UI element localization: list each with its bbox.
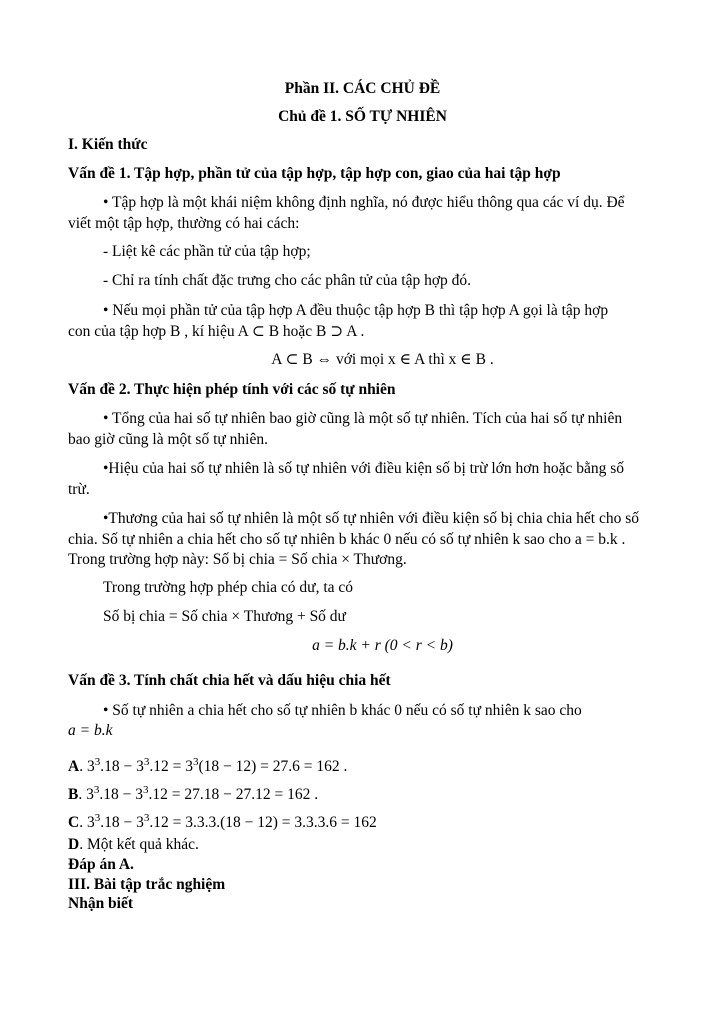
option-b [68, 785, 659, 805]
issue3-paragraph1-line2: a = b.k [68, 722, 113, 739]
option-d-text: . Một kết quả khác. [79, 836, 199, 853]
topic-title: Chủ đề 1. SỐ TỰ NHIÊN [278, 108, 447, 125]
option-a [68, 757, 659, 777]
section-heading-quiz: III. Bài tập trắc nghiệm [68, 876, 226, 893]
issue1-paragraph2-line2: con của tập hợp B , kí hiệu A ⊂ B hoặc B ⊃ A . [68, 323, 365, 340]
option-a-mid1: .18 − 3 [100, 758, 144, 775]
option-d-label: D [68, 836, 80, 853]
issue1-paragraph1-line1: • Tập hợp là một khái niệm không định nghĩa, nó được hiểu thông qua các ví dụ. Để [103, 194, 625, 211]
option-c-mid1: .18 − 3 [100, 814, 144, 831]
option-a-mid2: .12 = 3 [149, 758, 193, 775]
option-b-label: B [68, 786, 79, 803]
issue2-paragraph4: Trong trường hợp phép chia có dư, ta có [103, 579, 354, 596]
issue2-paragraph3-line3: Trong trường hợp này: Số bị chia = Số chia × Thương. [68, 551, 407, 568]
option-a-exp2: 3 [143, 756, 150, 768]
issue2-paragraph2-line1: •Hiệu của hai số tự nhiên là số tự nhiên với điều kiện số bị trừ lớn hơn hoặc bằng số [103, 460, 624, 477]
option-c-label: C [68, 814, 80, 831]
issue2-heading: Vấn đề 2. Thực hiện phép tính với các số tự nhiên [68, 381, 396, 398]
issue2-paragraph2-line2: trừ. [68, 481, 90, 498]
answer-line: Đáp án A. [68, 856, 134, 873]
level-heading: Nhận biết [68, 895, 134, 912]
option-d [68, 835, 659, 855]
option-a-exp3: 3 [192, 756, 199, 768]
option-a-text: . 3 [79, 758, 95, 775]
option-b-text: . 3 [78, 786, 94, 803]
issue2-paragraph1-line2: bao giờ cũng là một số tự nhiên. [68, 431, 268, 448]
issue2-paragraph3-line2: chia. Số tự nhiên a chia hết cho số tự nhiên b khác 0 nếu có số tự nhiên k sao cho a = b.k . [68, 531, 626, 548]
issue1-formula: A ⊂ B ⇔ với mọi x ∈ A thì x ∈ B . [271, 351, 494, 368]
option-c [68, 813, 659, 833]
issue1-paragraph1-line2: viết một tập hợp, thường có hai cách: [68, 215, 300, 232]
section-heading-knowledge: I. Kiến thức [68, 136, 148, 153]
option-b-end: .12 = 27.18 − 27.12 = 162 . [148, 786, 319, 803]
issue3-paragraph1-line1: • Số tự nhiên a chia hết cho số tự nhiên b khác 0 nếu có số tự nhiên k sao cho [103, 702, 582, 719]
option-a-exp1: 3 [94, 756, 101, 768]
issue2-paragraph1-line1: • Tổng của hai số tự nhiên bao giờ cũng là một số tự nhiên. Tích của hai số tự nhiên [103, 410, 623, 427]
option-b-exp1: 3 [93, 784, 100, 796]
issue1-list-item1: - Liệt kê các phần tử của tập hợp; [103, 243, 311, 260]
part-title: Phần II. CÁC CHỦ ĐỀ [284, 80, 441, 97]
option-b-exp2: 3 [142, 784, 149, 796]
issue1-paragraph2-line1: • Nếu mọi phần tử của tập hợp A đều thuộc tập hợp B thì tập hợp A gọi là tập hợp [103, 302, 609, 319]
issue2-paragraph3-line1: •Thương của hai số tự nhiên là một số tự nhiên với điều kiện số bị chia chia hết cho số [103, 510, 640, 527]
option-c-end: .12 = 3.3.3.(18 − 12) = 3.3.3.6 = 162 [149, 814, 377, 831]
issue2-paragraph5: Số bị chia = Số chia × Thương + Số dư [103, 608, 346, 625]
option-a-label: A [68, 758, 80, 775]
option-c-text: . 3 [79, 814, 95, 831]
issue1-list-item2: - Chỉ ra tính chất đặc trưng cho các phân tử của tập hợp đó. [103, 272, 472, 289]
issue1-heading: Vấn đề 1. Tập hợp, phần tử của tập hợp, tập hợp con, giao của hai tập hợp [68, 165, 561, 182]
option-c-exp2: 3 [143, 812, 150, 824]
option-c-exp1: 3 [94, 812, 101, 824]
option-a-end: (18 − 12) = 27.6 = 162 . [198, 758, 348, 775]
issue3-heading: Vấn đề 3. Tính chất chia hết và dấu hiệu chia hết [68, 672, 391, 689]
issue2-formula: a = b.k + r (0 < r < b) [312, 637, 453, 654]
option-b-mid1: .18 − 3 [99, 786, 143, 803]
